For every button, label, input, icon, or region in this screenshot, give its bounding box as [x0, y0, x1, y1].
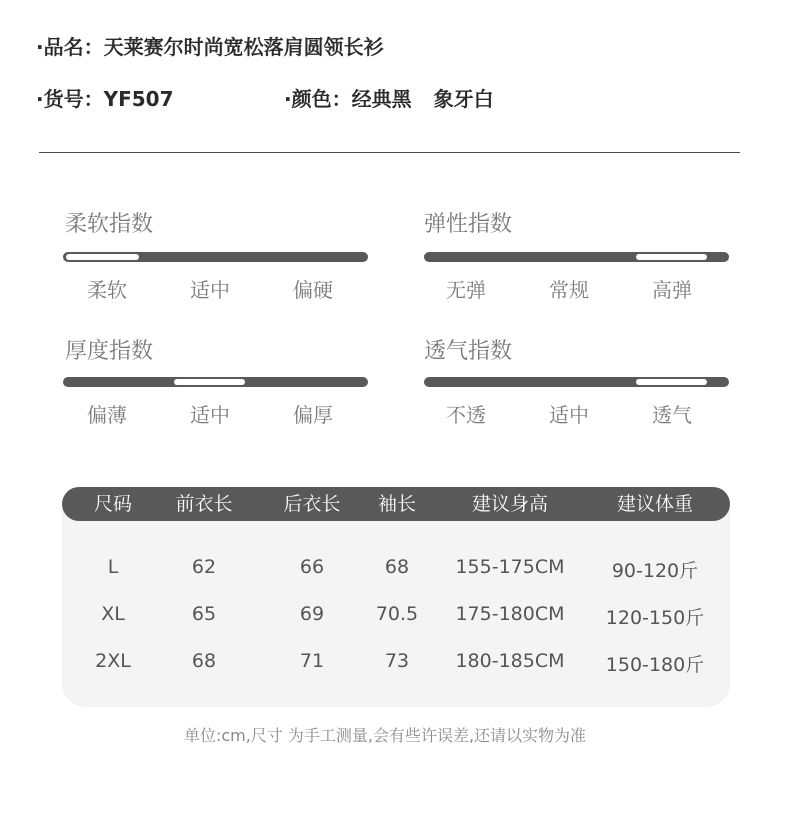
header-back-length: 后衣长	[283, 493, 341, 515]
product-sku-row	[36, 83, 174, 112]
index-label: 无弹	[446, 278, 486, 302]
table-cell-size: L	[107, 556, 119, 578]
table-cell: 62	[191, 556, 217, 578]
table-cell-size: 2XL	[95, 650, 131, 672]
table-cell: 68	[384, 556, 410, 578]
index-label: 偏硬	[293, 278, 333, 302]
index-title-elasticity: 弹性指数	[424, 212, 513, 237]
index-title-softness: 柔软指数	[65, 212, 154, 237]
measurement-note: 单位:cm,尺寸 为手工测量,会有些许误差,还请以实物为准	[183, 726, 587, 745]
product-sku-value: YF507	[103, 87, 174, 111]
table-cell: 71	[299, 650, 325, 672]
table-cell: 175-180CM	[455, 603, 565, 625]
index-label: 适中	[190, 403, 230, 427]
index-label: 偏薄	[87, 403, 127, 427]
table-cell-size: XL	[101, 603, 125, 625]
product-name-row	[36, 31, 384, 60]
index-marker-thickness	[174, 379, 245, 385]
index-label: 常规	[549, 278, 589, 302]
index-bar-breathability	[424, 377, 729, 387]
table-cell: 68	[191, 650, 217, 672]
header-size: 尺码	[93, 493, 132, 515]
index-bar-thickness	[63, 377, 368, 387]
table-cell: 90-120斤	[611, 560, 699, 582]
size-table-header	[62, 487, 730, 521]
table-cell: 180-185CM	[455, 650, 565, 672]
index-marker-softness	[66, 254, 139, 260]
index-label: 适中	[190, 278, 230, 302]
product-color-value-2: 象牙白	[433, 87, 494, 111]
index-label: 适中	[549, 403, 589, 427]
header-front-length: 前衣长	[175, 493, 233, 515]
product-color-value-1: 经典黑	[351, 87, 412, 111]
index-label: 柔软	[87, 278, 127, 302]
table-cell: 155-175CM	[455, 556, 565, 578]
header-height: 建议身高	[471, 493, 548, 515]
table-cell: 120-150斤	[605, 607, 705, 629]
index-label: 偏厚	[293, 403, 333, 427]
header-sleeve-length: 袖长	[377, 493, 416, 515]
table-cell: 66	[299, 556, 325, 578]
index-bar-elasticity	[424, 252, 729, 262]
header-weight: 建议体重	[616, 493, 693, 515]
divider	[39, 152, 740, 153]
index-marker-breathability	[636, 379, 707, 385]
table-cell: 65	[191, 603, 217, 625]
table-cell: 69	[299, 603, 325, 625]
table-cell: 150-180斤	[605, 654, 705, 676]
index-bar-softness	[63, 252, 368, 262]
index-label: 不透	[446, 403, 486, 427]
index-title-breathability: 透气指数	[424, 339, 513, 364]
table-cell: 70.5	[375, 603, 419, 625]
index-marker-elasticity	[636, 254, 707, 260]
index-label: 高弹	[652, 278, 692, 302]
product-color-row	[284, 83, 494, 112]
product-sku-label: ·货号：	[36, 87, 104, 111]
product-name-value: 天莱赛尔时尚宽松落肩圆领长衫	[103, 35, 384, 59]
index-label: 透气	[652, 403, 692, 427]
product-name-label: ·品名：	[36, 35, 104, 59]
product-color-label: ·颜色：	[284, 87, 352, 111]
index-title-thickness: 厚度指数	[65, 339, 154, 364]
table-cell: 73	[384, 650, 410, 672]
